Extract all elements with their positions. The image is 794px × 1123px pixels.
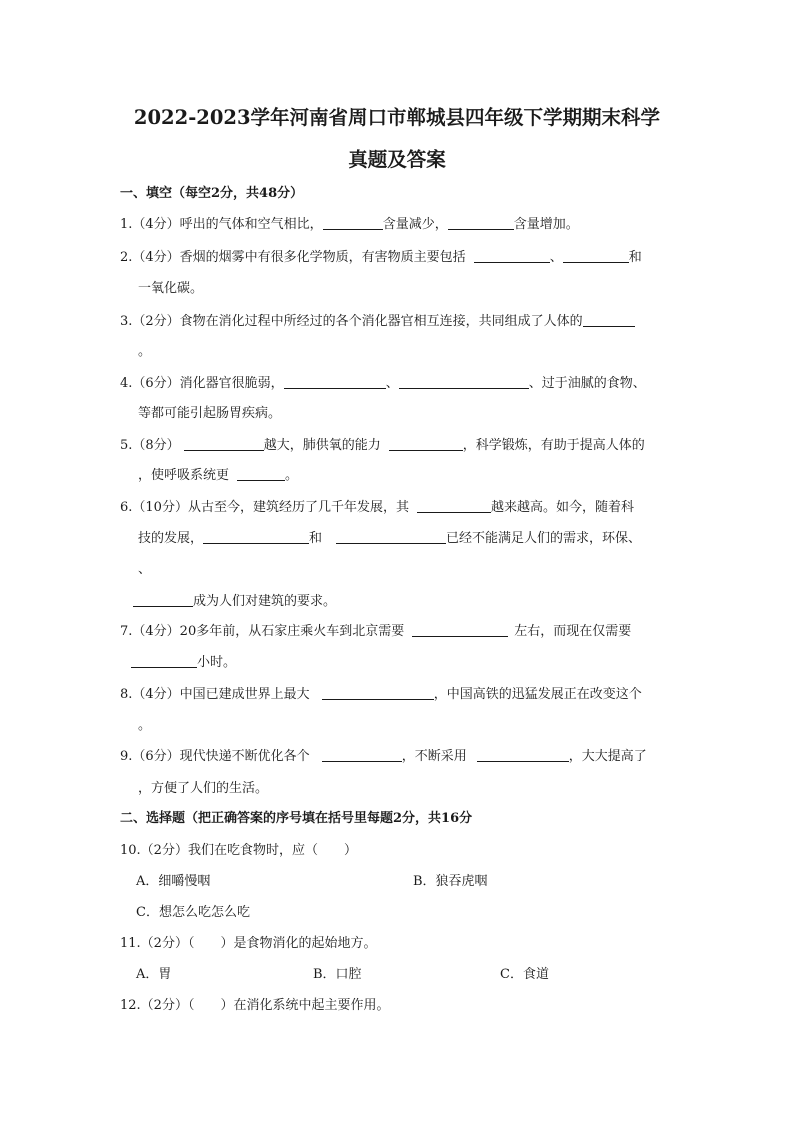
question-4	[120, 375, 646, 393]
answer-blank[interactable]	[417, 499, 491, 513]
question-8	[120, 686, 642, 704]
answer-blank[interactable]	[284, 375, 386, 389]
q5-end: ，科学锻炼，有助于提高人体的	[462, 438, 645, 453]
q9-end: ，大大提高了	[568, 749, 647, 764]
question-2	[120, 249, 642, 267]
answer-blank[interactable]	[322, 748, 402, 762]
answer-blank[interactable]	[322, 686, 434, 700]
q4-sep: 、	[385, 376, 399, 391]
q5-line2a: ，使呼吸系统更	[138, 468, 230, 483]
answer-blank[interactable]	[323, 216, 383, 230]
q3-line2: 。	[138, 344, 152, 359]
question-9	[120, 748, 647, 766]
answer-blank[interactable]	[336, 530, 446, 544]
q5-line2b: 。	[285, 468, 299, 483]
answer-blank[interactable]	[133, 593, 193, 607]
q5-prefix: 5.（8分）	[120, 438, 180, 453]
q7-prefix: 7.（4分）20多年前，从石家庄乘火车到北京需要	[120, 624, 405, 639]
answer-blank[interactable]	[131, 654, 197, 668]
q7-end: 左右，而现在仅需要	[514, 624, 632, 639]
q11-option-c[interactable]: C．食道	[500, 967, 549, 982]
q7-line2	[131, 654, 236, 672]
q3-prefix: 3.（2分）食物在消化过程中所经过的各个消化器官相互连接，共同组成了人体的	[120, 314, 583, 329]
q6-end: 越来越高。如今，随着科	[490, 500, 634, 515]
q5-line2	[138, 467, 298, 485]
q4-line2: 等都可能引起肠胃疾病。	[138, 406, 282, 421]
q2-prefix: 2.（4分）香烟的烟雾中有很多化学物质，有害物质主要包括	[120, 250, 466, 265]
q6-line2c: 已经不能满足人们的需求，环保、	[446, 531, 642, 546]
page-title-line1: 2022-2023学年河南省周口市郸城县四年级下学期期末科学	[133, 106, 661, 129]
question-1	[120, 216, 579, 234]
q8-line2: 。	[138, 718, 152, 733]
answer-blank[interactable]	[399, 375, 529, 389]
q10-option-b[interactable]: B．狼吞虎咽	[413, 874, 488, 889]
question-7	[120, 623, 631, 641]
q10-option-c[interactable]: C．想怎么吃怎么吃	[136, 905, 250, 920]
q9-mid: ，不断采用	[401, 749, 467, 764]
q6-line2a: 技的发展，	[138, 531, 204, 546]
q2-line2: 一氧化碳。	[138, 281, 204, 296]
q4-end: 、过于油腻的食物、	[528, 376, 646, 391]
question-10: 10.（2分）我们在吃食物时，应（ ）	[120, 843, 357, 858]
question-5	[120, 437, 645, 455]
q7-line2-text: 小时。	[197, 655, 237, 670]
q6-prefix: 6.（10分）从古至今，建筑经历了几千年发展，其	[120, 500, 409, 515]
q6-line4-text: 成为人们对建筑的要求。	[193, 594, 337, 609]
question-3	[120, 313, 635, 331]
answer-blank[interactable]	[477, 748, 569, 762]
q1-mid: 含量减少，	[382, 217, 448, 232]
q6-line2b: 和	[309, 531, 323, 546]
q11-option-a[interactable]: A．胃	[136, 967, 172, 982]
q5-mid: 越大，肺供氧的能力	[263, 438, 381, 453]
answer-blank[interactable]	[203, 530, 309, 544]
q10-option-a[interactable]: A．细嚼慢咽	[136, 874, 211, 889]
q6-line2	[138, 530, 641, 548]
q2-end: 和	[628, 250, 642, 265]
answer-blank[interactable]	[184, 437, 264, 451]
q9-line2: ，方便了人们的生活。	[138, 781, 269, 796]
answer-blank[interactable]	[389, 437, 463, 451]
q6-line4	[133, 593, 336, 611]
answer-blank[interactable]	[583, 313, 635, 327]
q1-end: 含量增加。	[513, 217, 579, 232]
question-6	[120, 499, 634, 517]
answer-blank[interactable]	[237, 467, 285, 481]
q4-prefix: 4.（6分）消化器官很脆弱，	[120, 376, 284, 391]
q8-end: ，中国高铁的迅猛发展正在改变这个	[433, 687, 642, 702]
q9-prefix: 9.（6分）现代快递不断优化各个	[120, 749, 310, 764]
page-title-line2: 真题及答案	[348, 148, 446, 171]
q11-option-b[interactable]: B．口腔	[313, 967, 362, 982]
answer-blank[interactable]	[448, 216, 514, 230]
q8-prefix: 8.（4分）中国已建成世界上最大	[120, 687, 310, 702]
q6-line3: 、	[138, 562, 152, 577]
answer-blank[interactable]	[563, 249, 629, 263]
section1-heading: 一、填空（每空2分，共48分）	[120, 186, 304, 201]
answer-blank[interactable]	[412, 623, 508, 637]
question-11: 11.（2分）（ ）是食物消化的起始地方。	[120, 936, 377, 951]
q2-sep: 、	[549, 250, 563, 265]
question-12: 12.（2分）（ ）在消化系统中起主要作用。	[120, 998, 390, 1013]
section2-heading: 二、选择题（把正确答案的序号填在括号里每题2分，共16分	[120, 811, 473, 826]
q1-prefix: 1.（4分）呼出的气体和空气相比，	[120, 217, 323, 232]
answer-blank[interactable]	[474, 249, 550, 263]
